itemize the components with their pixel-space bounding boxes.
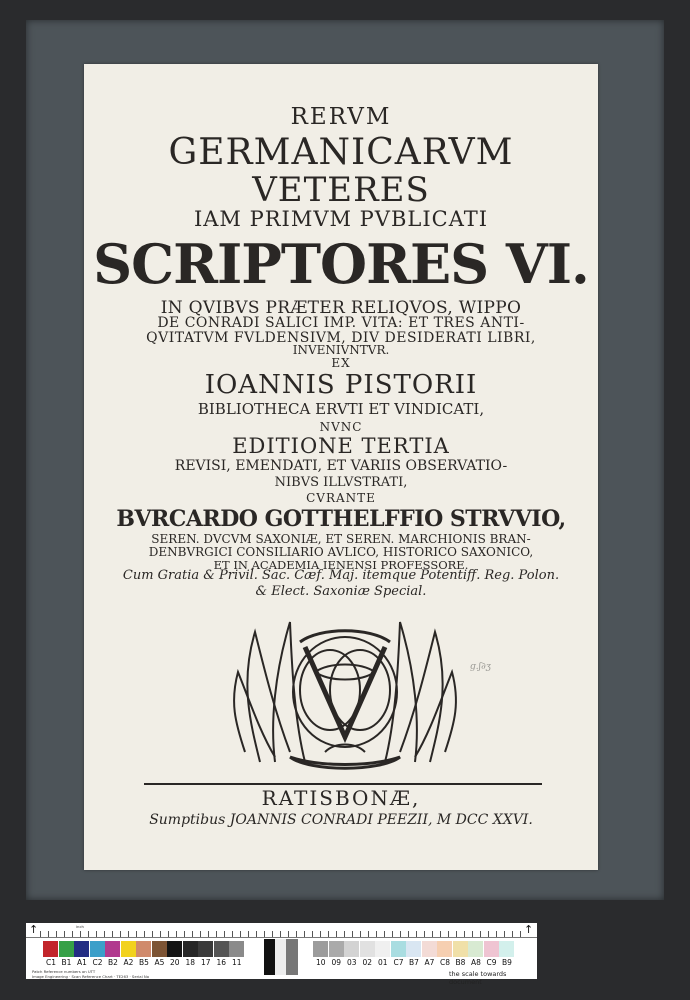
imprint-rule [144,783,542,785]
color-patch [198,941,213,957]
patch-label: 03 [347,958,357,967]
patch-label: B2 [108,958,118,967]
color-patch [468,941,483,957]
patch-label: 18 [185,958,196,967]
color-patch [329,941,344,957]
title-page [84,64,598,870]
subtitle-line: IN QVIBVS PRÆTER RELIQVOS, WIPPO [160,298,522,318]
imprint-publisher: Sumptibus JOANNIS CONRADI PEEZII, M DCC XXVI. [149,812,533,828]
subtitle-line: CVRANTE [306,491,376,505]
color-patch [121,941,136,957]
subtitle-line: EX [331,356,351,370]
arrow-up-icon: ↑ [29,923,39,936]
color-patch [484,941,499,957]
patch-label: A8 [471,958,481,967]
color-patch [229,941,244,957]
black-white-reference-block [264,939,298,975]
color-patch [313,941,328,957]
target-small-text: Image Engineering · Scan Reference Chart · TE263 · Serial No [32,974,150,979]
patch-label: B9 [502,958,512,967]
editor-name: BVRCARDO GOTTHELFFIO STRVVIO, [116,506,566,532]
color-patch [136,941,151,957]
color-patch [183,941,198,957]
title-line: GERMANICARVM [168,132,514,173]
editor-title-line: ET IN ACADEMIA IENENSI PROFESSORE. [213,558,469,572]
subtitle-line: INVENIVNTVR. [292,343,390,357]
color-patch [167,941,182,957]
imprint-place: RATISBONÆ, [261,786,421,810]
color-patch [499,941,514,957]
color-patch [74,941,89,957]
subtitle-line: DE CONRADI SALICI IMP. VITA: ET TRES ANTI- [157,315,525,331]
color-patch [437,941,452,957]
scale-ruler [26,923,537,938]
patch-label: C2 [92,958,103,967]
patch-label: 16 [216,958,227,967]
privilege-line: & Elect. Saxoniæ Special. [255,584,427,599]
monogram-ornament-icon [230,612,460,772]
patch-label: 11 [232,958,242,967]
scale-note: the scale towards document [449,970,507,986]
ruler-label: inch [76,924,84,929]
color-patch [59,941,74,957]
subtitle-line: NVNC [319,420,363,434]
arrow-up-icon: ↑ [524,923,534,936]
editor-title-line: SEREN. DVCVM SAXONIÆ, ET SEREN. MARCHIONIS BRAN- [151,532,531,546]
patch-label: B5 [139,958,149,967]
patch-label: 10 [316,958,326,967]
pencil-annotation: ɡ.ʃ∂ʒ [470,662,491,672]
color-patch [152,941,167,957]
patch-label: B8 [455,958,466,967]
privilege-line: Cum Gratia & Privil. Sac. Cæf. Maj. itemque Potentiff. Reg. Polon. [122,568,560,583]
color-calibration-target [26,923,537,986]
patch-label: A1 [77,958,87,967]
patch-label: 17 [201,958,211,967]
patch-label: B1 [61,958,72,967]
patch-label: C8 [440,958,451,967]
patch-label: C9 [486,958,497,967]
color-patch [214,941,229,957]
edition-line: EDITIONE TERTIA [232,434,450,458]
color-patch [105,941,120,957]
subtitle-line: NIBVS ILLVSTRATI, [274,475,408,490]
patch-label: B7 [409,958,419,967]
color-patch [344,941,359,957]
editor-title-line: DENBVRGICI CONSILIARIO AVLICO, HISTORICO SAXONICO, [148,545,534,559]
target-small-text: Patch Reference numbers on UTT [32,969,96,974]
patch-label: 20 [170,958,180,967]
author-name: IOANNIS PISTORII [204,370,478,400]
patch-label: 02 [362,958,373,967]
subtitle-line: REVISI, EMENDATI, ET VARIIS OBSERVATIO- [174,458,508,474]
color-patch [422,941,437,957]
ruler-ticks [40,931,524,937]
patch-label: C7 [393,958,404,967]
color-patch [391,941,406,957]
patch-label: A7 [424,958,435,967]
patch-label: A2 [123,958,134,967]
subtitle-line: BIBLIOTHECA ERVTI ET VINDICATI, [197,400,485,418]
color-patch [360,941,375,957]
color-patch [406,941,421,957]
color-patch [375,941,390,957]
title-line: RERVM [290,104,392,130]
patch-label: C1 [46,958,57,967]
color-patch [43,941,58,957]
subtitle-line: QVITATVM FVLDENSIVM, DIV DESIDERATI LIBRI, [146,330,536,346]
title-line: VETERES [252,170,430,210]
title-line: IAM PRIMVM PVBLICATI [193,207,489,231]
patch-label: 09 [331,958,342,967]
patch-label: A5 [154,958,165,967]
color-patch [90,941,105,957]
color-patch [453,941,468,957]
patch-label: 01 [378,958,388,967]
main-title: SCRIPTORES VI. [93,232,589,296]
